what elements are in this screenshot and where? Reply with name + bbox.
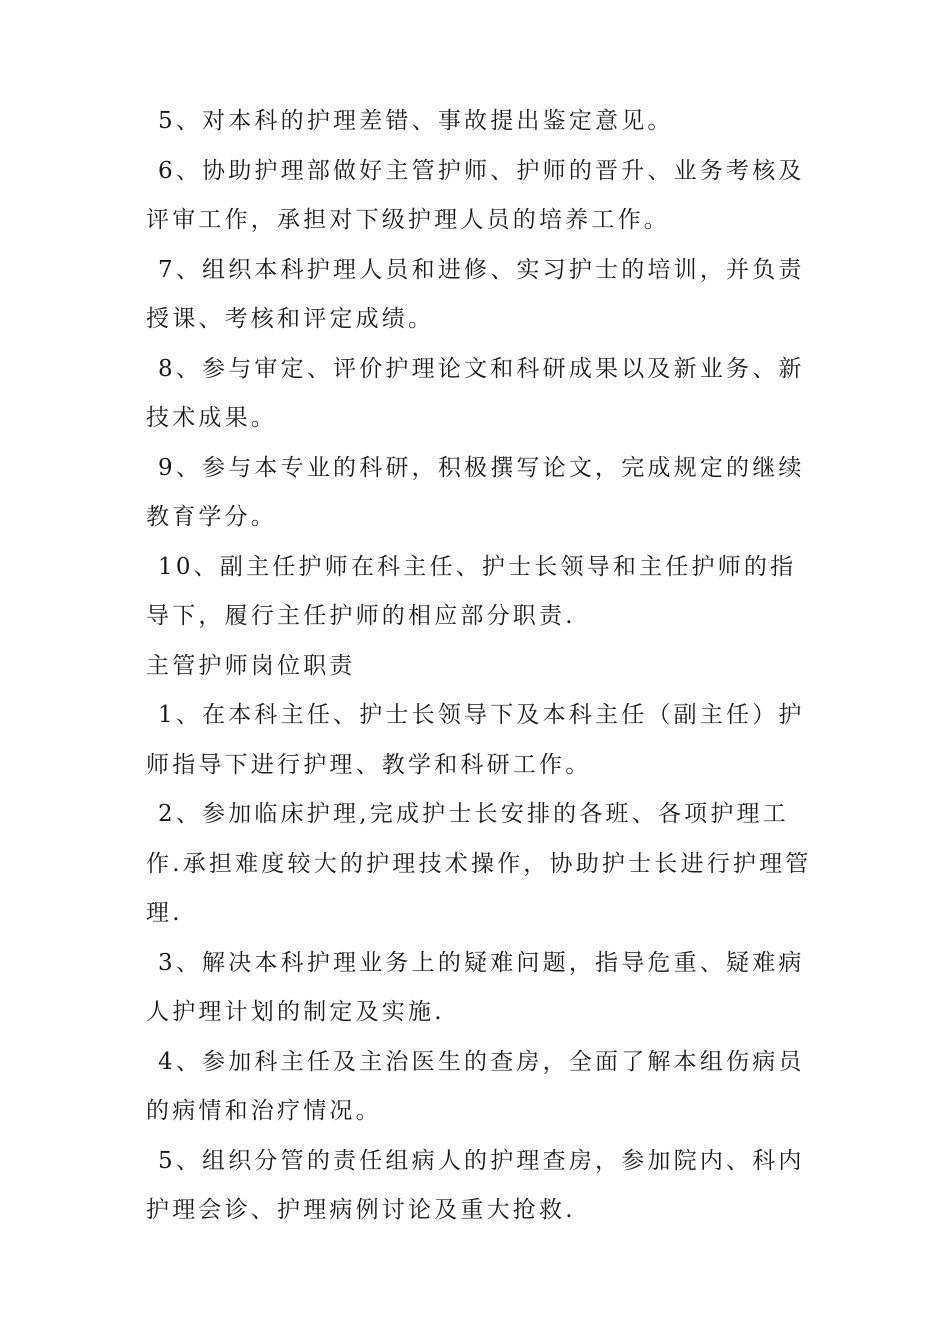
duty-item-9: 9、参与本专业的科研，积极撰写论文，完成规定的继续教育学分。 [146, 454, 805, 530]
duty-item-8: 8、参与审定、评价护理论文和科研成果以及新业务、新技术成果。 [146, 355, 805, 431]
duty-item-6: 6、协助护理部做好主管护师、护师的晋升、业务考核及评审工作，承担对下级护理人员的培养工作。 [146, 157, 805, 233]
duty-item-5: 5、对本科的护理差错、事故提出鉴定意见。 [158, 108, 674, 134]
supervisor-duty-item-2: 2、参加临床护理,完成护士长安排的各班、各项护理工作.承担难度较大的护理技术操作，协助护士长进行护理管理. [146, 801, 812, 926]
duty-item-7: 7、组织本科护理人员和进修、实习护士的培训，并负责授课、考核和评定成绩。 [146, 256, 805, 332]
supervisor-duty-item-3: 3、解决本科护理业务上的疑难问题，指导危重、疑难病人护理计划的制定及实施. [146, 949, 805, 1025]
duty-item-10: 10、副主任护师在科主任、护士长领导和主任护师的指导下，履行主任护师的相应部分职责. [146, 553, 797, 629]
document-page [146, 97, 816, 1236]
supervisor-duty-item-1: 1、在本科主任、护士长领导下及本科主任（副主任）护师指导下进行护理、教学和科研工作。 [146, 702, 805, 778]
supervisor-duty-item-4: 4、参加科主任及主治医生的查房，全面了解本组伤病员的病情和治疗情况。 [146, 1048, 805, 1124]
supervisor-duty-item-5: 5、组织分管的责任组病人的护理查房，参加院内、科内护理会诊、护理病例讨论及重大抢救. [146, 1147, 805, 1223]
section-title: 主管护师岗位职责 [146, 652, 356, 679]
